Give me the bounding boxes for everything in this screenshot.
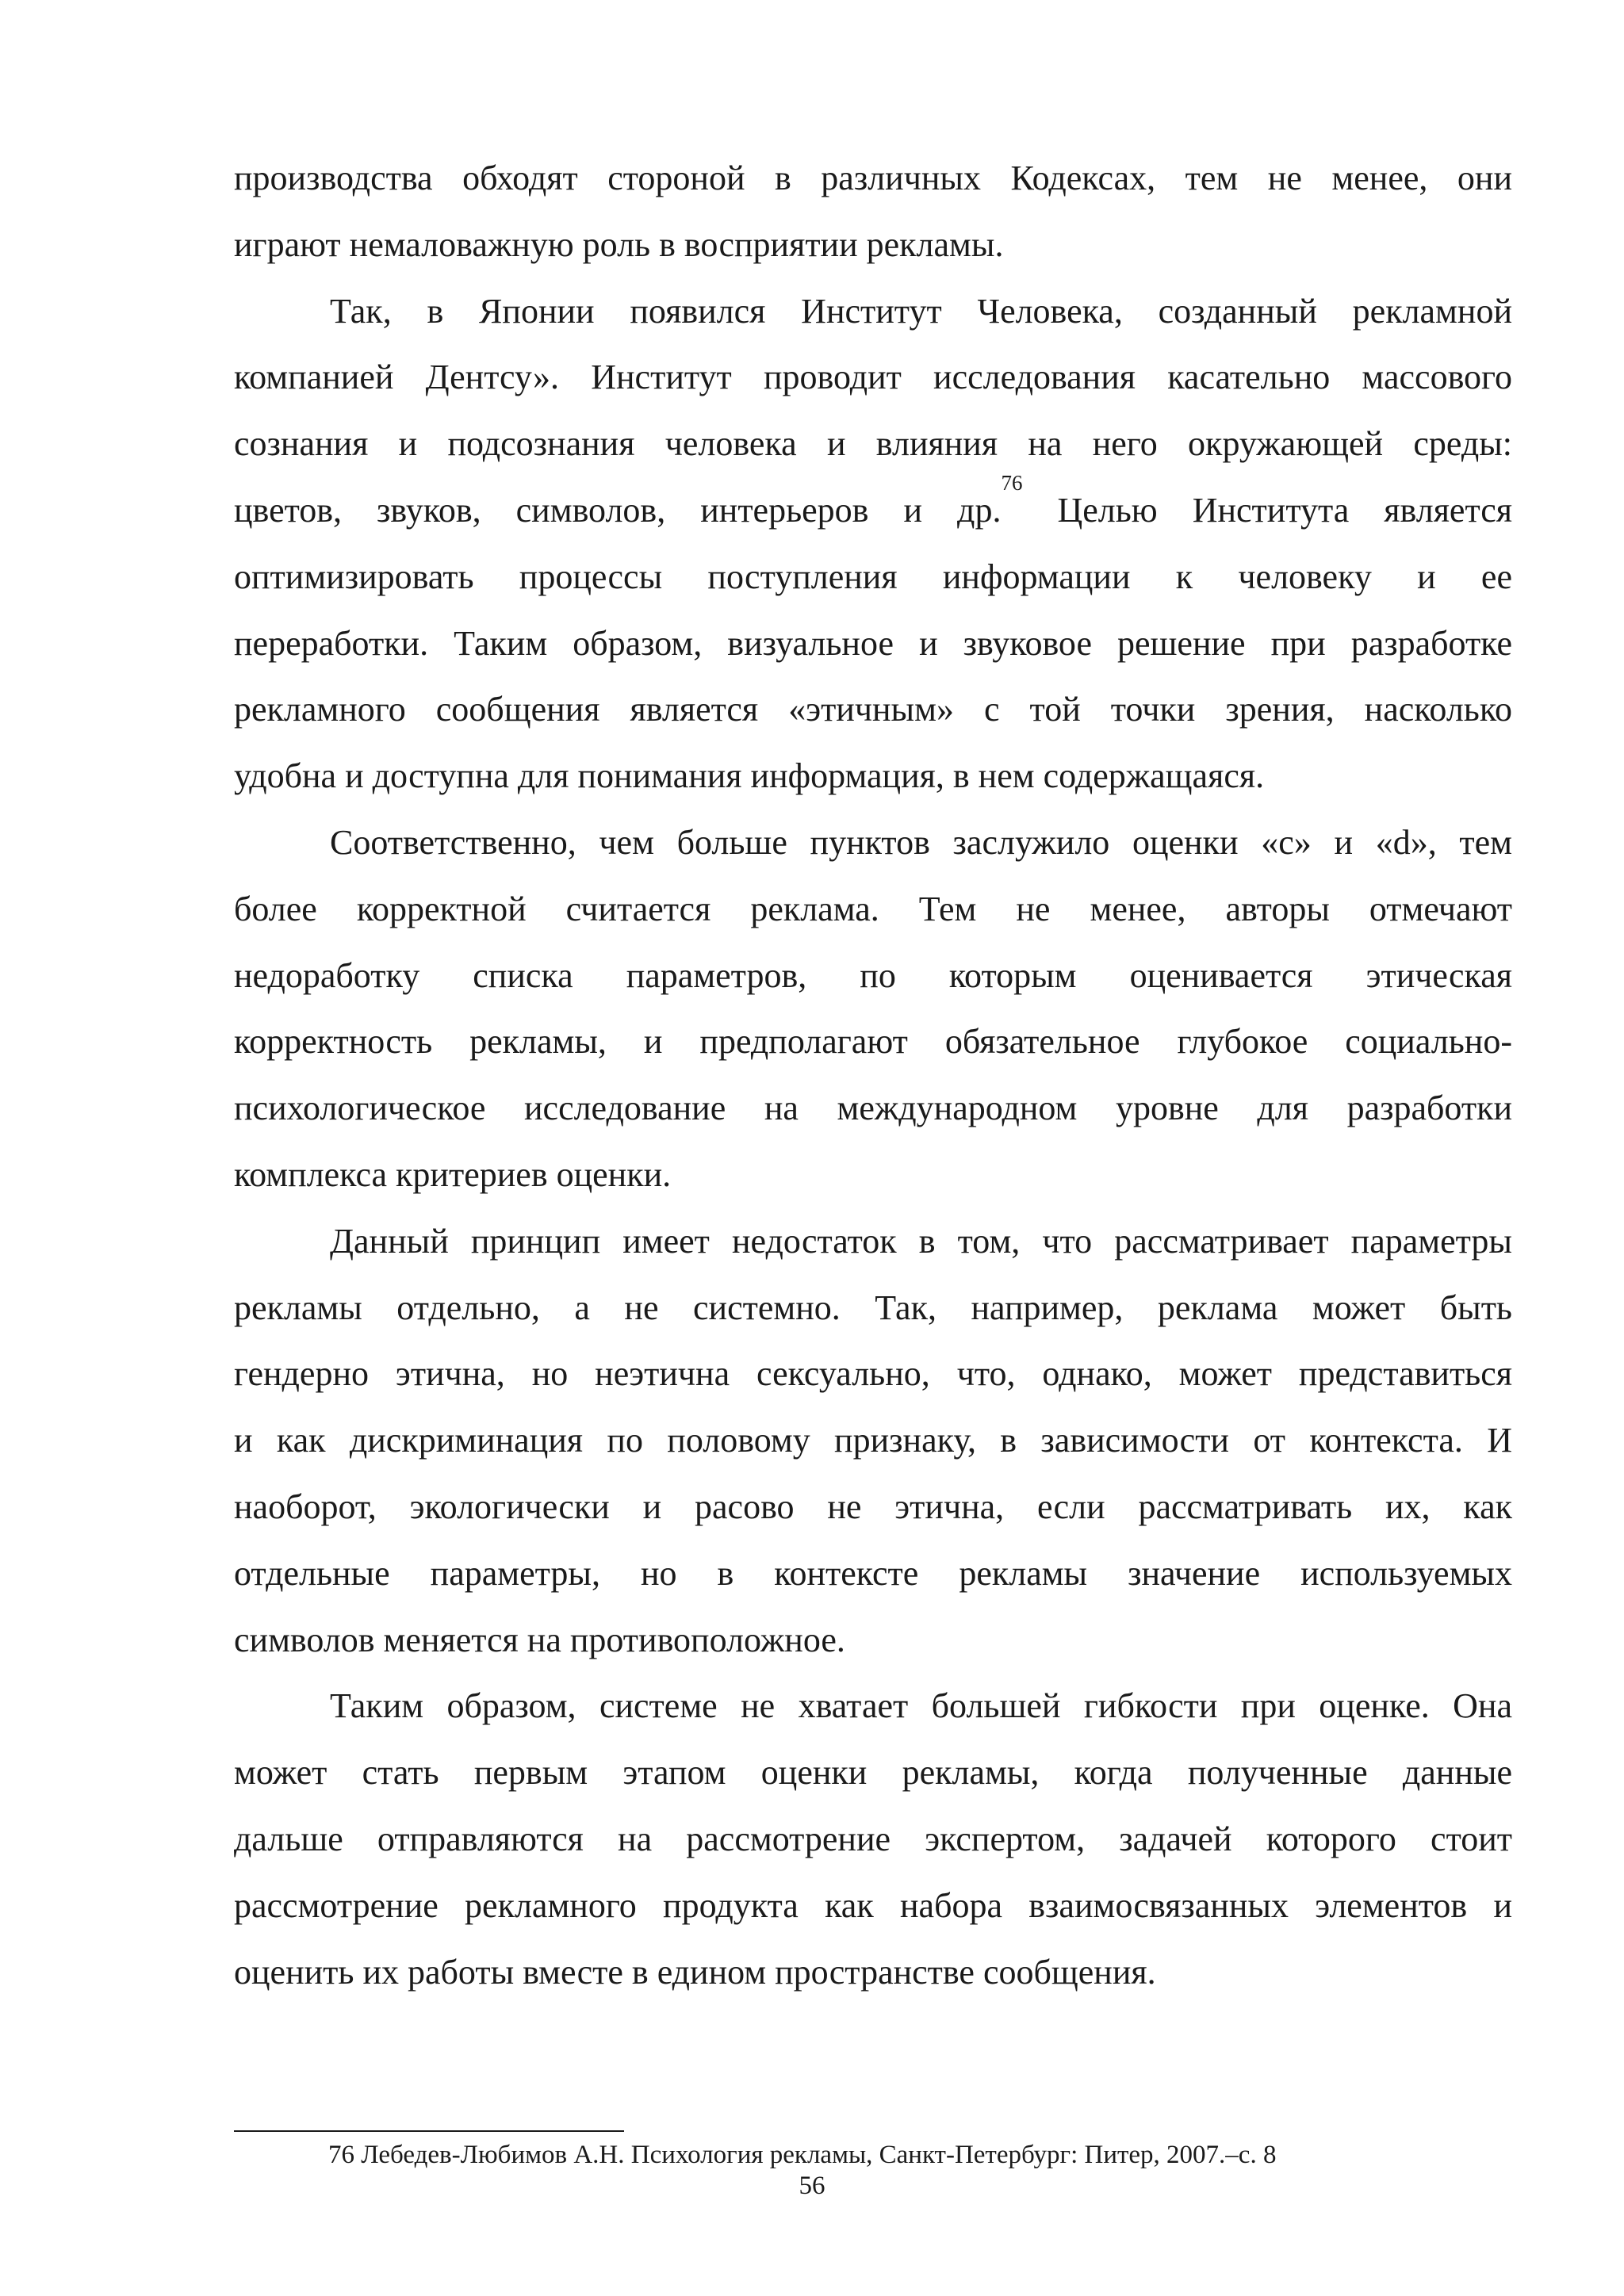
paragraph-1-line-2: играют немаловажную роль в восприятии рекламы. — [234, 224, 1004, 264]
page-number: 56 — [799, 2172, 825, 2200]
paragraph-3-line-1: Соответственно, чем больше пунктов заслужило оценки «с» и «d», тем — [330, 822, 1512, 862]
paragraph-4-line-5: наоборот, экологически и расово не этична, если рассматривать их, как — [234, 1487, 1512, 1526]
paragraph-5-line-1: Таким образом, системе не хватает большей гибкости при оценке. Она — [330, 1686, 1512, 1726]
footnote-reference: 76 — [1001, 470, 1023, 495]
paragraph-2-line-2: компанией Дентсу». Институт проводит исследования касательно массового — [234, 358, 1512, 397]
paragraph-5-line-2: может стать первым этапом оценки рекламы, когда полученные данные — [234, 1753, 1512, 1793]
paragraph-4-line-7: символов меняется на противоположное. — [234, 1620, 845, 1659]
paragraph-4-line-2: рекламы отдельно, а не системно. Так, например, реклама может быть — [234, 1288, 1512, 1327]
paragraph-2-line-6: переработки. Таким образом, визуальное и звуковое решение при разработке — [234, 623, 1512, 663]
paragraph-2-line-3: сознания и подсознания человека и влияния на него окружающей среды: — [234, 424, 1512, 464]
paragraph-2-line-5: оптимизировать процессы поступления информации к человеку и ее — [234, 557, 1512, 596]
paragraph-3-line-3: недоработку списка параметров, по которым оценивается этическая — [234, 955, 1512, 995]
paragraph-3-line-5: психологическое исследование на международном уровне для разработки — [234, 1089, 1512, 1128]
paragraph-2-line-1: Так, в Японии появился Институт Человека, созданный рекламной — [330, 291, 1512, 331]
paragraph-4-line-6: отдельные параметры, но в контексте рекламы значение используемых — [234, 1553, 1512, 1593]
footnote-divider — [234, 2130, 624, 2132]
paragraph-4-line-4: и как дискриминация по половому признаку, в зависимости от контекста. И — [234, 1421, 1512, 1460]
body-text — [234, 145, 1512, 2005]
paragraph-1-line-1: производства обходят стороной в различных Кодексах, тем не менее, они — [234, 159, 1512, 197]
paragraph-5-line-4: рассмотрение рекламного продукта как набора взаимосвязанных элементов и — [234, 1885, 1512, 1925]
paragraph-3-line-4: корректность рекламы, и предполагают обязательное глубокое социально- — [234, 1022, 1512, 1062]
paragraph-2-line-4 — [234, 470, 1512, 544]
paragraph-2-line-7: рекламного сообщения является «этичным» с той точки зрения, насколько — [234, 690, 1512, 729]
paragraph-3-line-6: комплекса критериев оценки. — [234, 1154, 672, 1194]
paragraph-4-line-1: Данный принцип имеет недостаток в том, что рассматривает параметры — [330, 1221, 1512, 1261]
paragraph-4-line-3: гендерно этична, но неэтична сексуально, что, однако, может представиться — [234, 1354, 1512, 1394]
paragraph-5-line-5: оценить их работы вместе в едином пространстве сообщения. — [234, 1952, 1156, 1992]
paragraph-3-line-2: более корректной считается реклама. Тем не менее, авторы отмечают — [234, 889, 1512, 928]
paragraph-2-line-4-head: цветов, звуков, символов, интерьеров и др. — [234, 490, 1002, 530]
paragraph-2-line-4-tail: Целью Института является — [1057, 490, 1512, 530]
footnote-text: 76 Лебедев-Любимов А.Н. Психология рекламы, Санкт-Петербург: Питер, 2007.–с. 8 — [328, 2141, 1277, 2169]
paragraph-5-line-3: дальше отправляются на рассмотрение экспертом, задачей которого стоит — [234, 1819, 1512, 1858]
paragraph-2-line-8: удобна и доступна для понимания информация, в нем содержащаяся. — [234, 756, 1265, 796]
